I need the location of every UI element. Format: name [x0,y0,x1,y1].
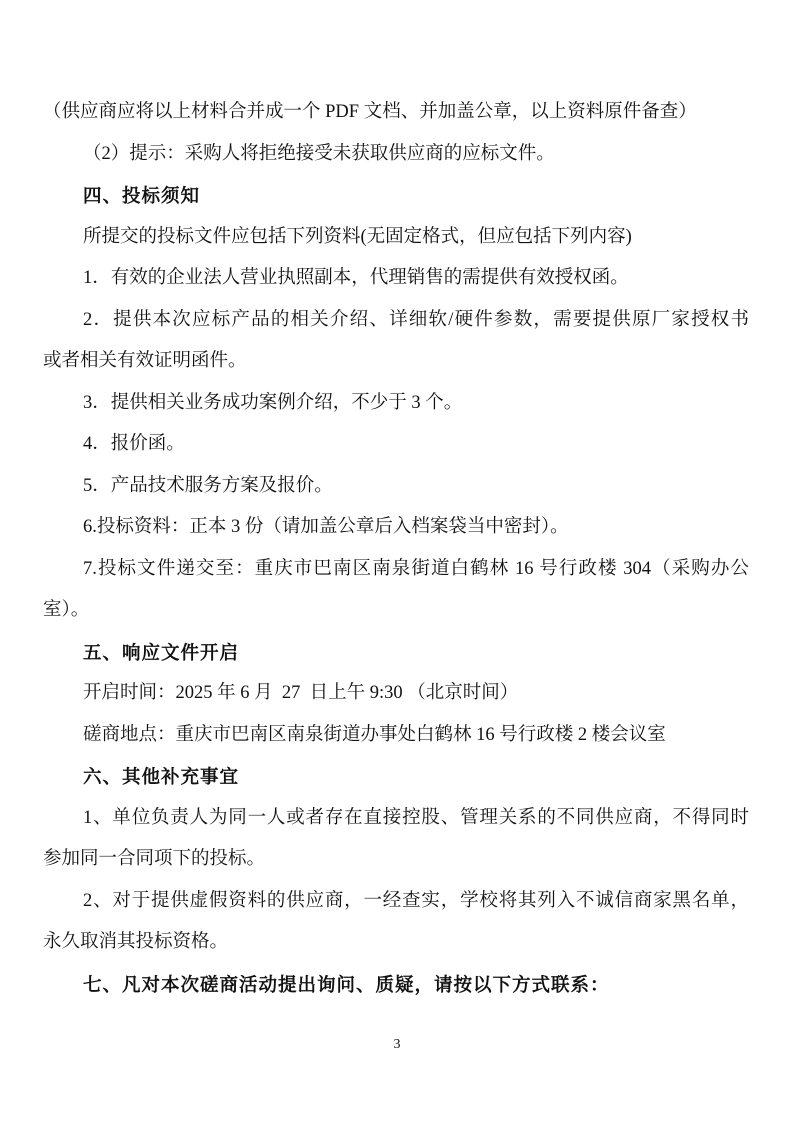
heading-section-4-bid-instructions: 四、投标须知 [83,185,201,206]
paragraph-note-2-false-materials: 2、对于提供虚假资料的供应商，一经查实，学校将其列入不诚信商家黑名单， [83,890,749,911]
list-item-2-continued: 或者相关有效证明函件。 [43,351,247,371]
list-item-3-success-cases: 3．提供相关业务成功案例介绍，不少于 3 个。 [83,392,463,413]
paragraph-note-1-same-person: 1、单位负责人为同一人或者存在直接控股、管理关系的不同供应商，不得同时 [83,807,749,828]
paragraph-note-1-continued: 参加同一合同项下的投标。 [43,849,266,869]
paragraph-bid-docs-intro: 所提交的投标文件应包括下列资料(无固定格式，但应包括下列内容) [83,226,632,247]
page-number: 3 [393,1037,401,1052]
list-item-5-tech-service-plan: 5．产品技术服务方案及报价。 [83,475,333,496]
heading-section-5-response-opening: 五、响应文件开启 [83,641,240,663]
list-item-7-delivery-address: 7.投标文件递交至：重庆市巴南区南泉街道白鹤林 16 号行政楼 304（采购办公 [83,558,749,579]
list-item-6-bid-materials: 6.投标资料：正本 3 份（请加盖公章后入档案袋当中密封）。 [83,517,569,537]
list-item-1-business-license: 1．有效的企业法人营业执照副本，代理销售的需提供有效授权函。 [83,268,629,288]
paragraph-opening-time: 开启时间：2025 年 6 月 27 日上午 9:30 （北京时间） [83,683,519,703]
heading-section-6-supplementary-matters: 六、其他补充事宜 [83,766,240,787]
paragraph-tip-2: （2）提示：采购人将拒绝接受未获取供应商的应标文件。 [83,143,555,164]
paragraph-note-2-continued: 永久取消其投标资格。 [43,932,229,952]
paragraph-pdf-note: （供应商应将以上材料合并成一个 PDF 文档、并加盖公章，以上资料原件备查） [43,102,697,122]
heading-section-7-inquiry-contact: 七、凡对本次磋商活动提出询问、质疑，请按以下方式联系： [83,973,610,995]
paragraph-negotiation-location: 磋商地点：重庆市巴南区南泉街道办事处白鹤林 16 号行政楼 2 楼会议室 [83,724,666,745]
list-item-4-quotation-letter: 4．报价函。 [83,434,185,454]
list-item-2-product-intro: 2．提供本次应标产品的相关介绍、详细软/硬件参数，需要提供原厂家授权书 [83,309,749,330]
list-item-7-continued: 室）。 [43,600,90,620]
document-body [43,92,749,1005]
